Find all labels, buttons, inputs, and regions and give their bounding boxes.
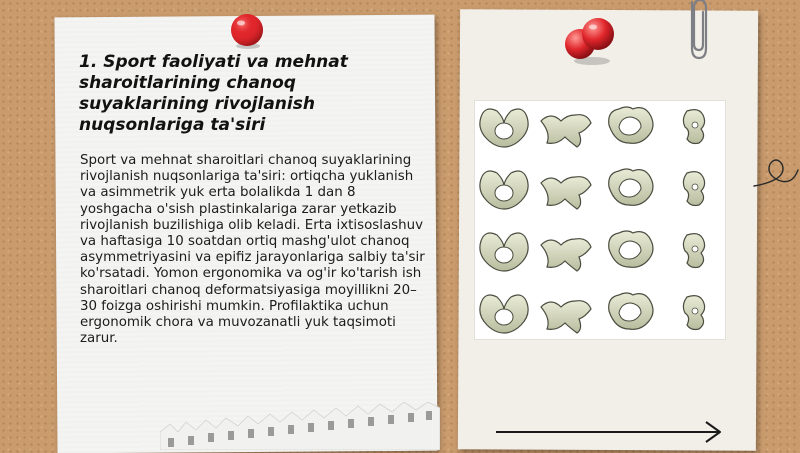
slide-heading: 1. Sport faoliyati va mehnat sharoitlarining chanoq suyaklarining rivojlanish nuqsonlariga ta'siri — [79, 52, 348, 135]
swirl-doodle-icon — [752, 150, 800, 210]
pelvis-bones-illustration — [474, 100, 726, 340]
torn-paper-strip — [160, 402, 440, 450]
push-pin-icon — [226, 10, 268, 50]
slide-body-text: Sport va mehnat sharoitlari chanoq suyaklarining rivojlanish nuqsonlariga ta'siri: ortiqcha yuklanish va asimmetrik yuk erta bolalikda 1 dan 8 yoshgacha o'sish plastinkalariga zarar yetkazib rivojlanish buzilishiga olib keladi. Erta ixtisoslashuv va haftasiga 10 soatdan ortiq mashg'ulot chanoq asymmetriyasini va epifiz jarayonlariga salbiy ta'sir ko'rsatadi. Yomon ergonomika va og'ir ko'tarish ish sharoitlari chanoq deformatsiyasiga moyillikni 20–30 foizga oshirishi mumkin. Profilaktika uchun ergonomik chora va muvozanatli yuk taqsimoti zarur. — [80, 153, 425, 347]
arrow-right-icon — [494, 418, 726, 448]
paperclip-icon — [682, 0, 712, 62]
push-pin-icon — [560, 14, 622, 66]
